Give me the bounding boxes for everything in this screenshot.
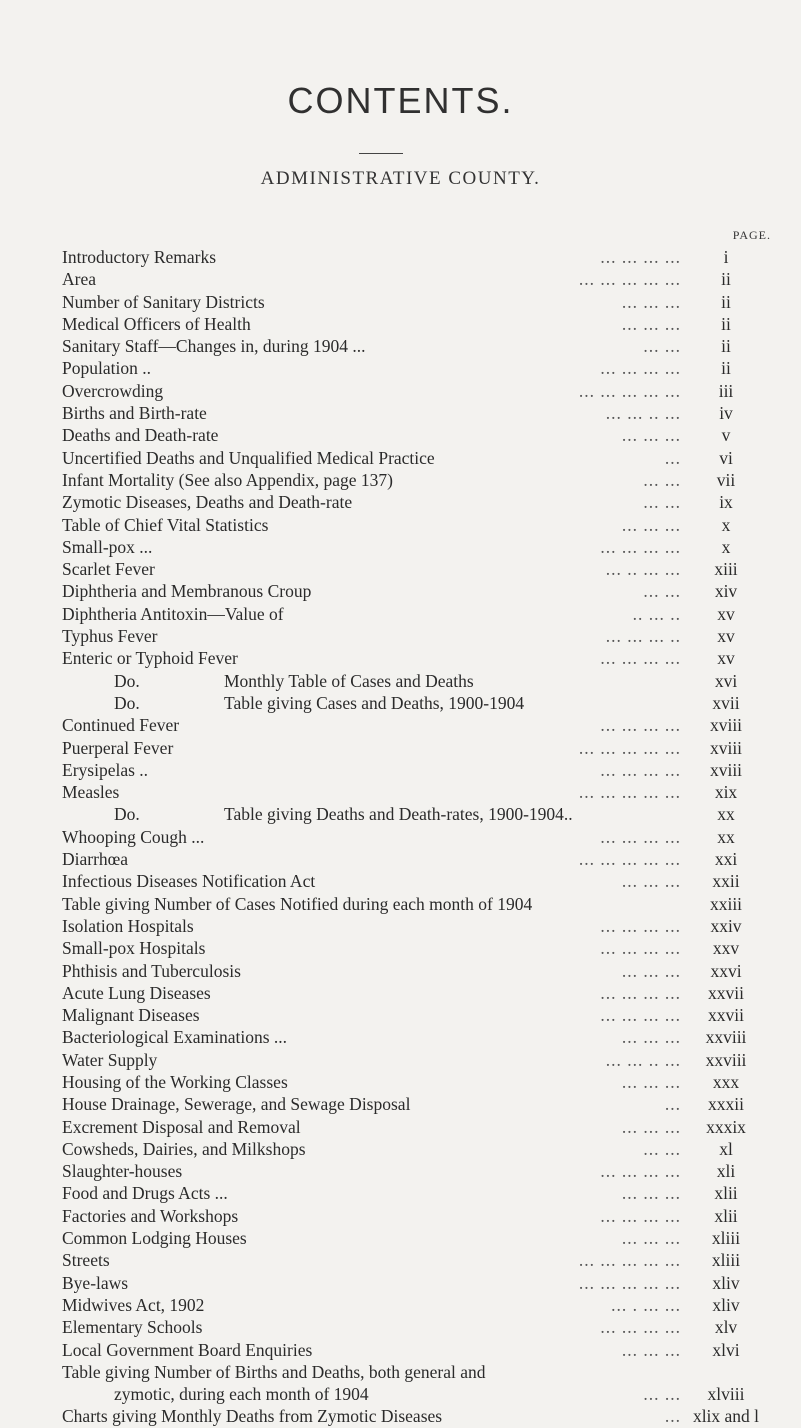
toc-entry-leader: ... ... ... ... ... bbox=[578, 269, 681, 290]
toc-entry-page: xx bbox=[717, 826, 735, 847]
toc-entry-page: ii bbox=[721, 336, 731, 357]
toc-entry-leader: ... ... ... ... bbox=[600, 1005, 681, 1026]
toc-entry[interactable] bbox=[62, 1049, 771, 1071]
toc-entry-label: Bacteriological Examinations ... bbox=[62, 1027, 288, 1048]
toc-entry[interactable] bbox=[62, 514, 771, 536]
toc-entry-leader: ... bbox=[664, 1094, 681, 1115]
toc-entry[interactable] bbox=[62, 1294, 771, 1316]
toc-entry-page: xliii bbox=[711, 1228, 741, 1249]
page-column-heading: PAGE. bbox=[732, 228, 771, 242]
toc-entry-page: xx bbox=[717, 804, 735, 825]
toc-entry-page: xxviii bbox=[705, 1049, 747, 1070]
toc-entry-leader: ... bbox=[664, 1406, 681, 1427]
toc-entry[interactable] bbox=[62, 1272, 771, 1294]
toc-entry-label: Scarlet Fever bbox=[62, 559, 155, 580]
toc-entry[interactable] bbox=[62, 870, 771, 892]
toc-entry[interactable] bbox=[62, 803, 771, 825]
toc-entry-leader: ... ... ... ... bbox=[600, 1205, 681, 1226]
toc-entry-label: Sanitary Staff—Changes in, during 1904 ... bbox=[62, 336, 366, 357]
toc-entry-leader: ... ... ... ... bbox=[600, 938, 681, 959]
toc-entry-leader: ... ... ... ... bbox=[600, 1161, 681, 1182]
toc-entry-label: Infant Mortality (See also Appendix, page 137) bbox=[62, 469, 393, 490]
toc-entry-label: Elementary Schools bbox=[62, 1317, 203, 1338]
toc-entry[interactable] bbox=[62, 491, 771, 513]
toc-entry-page: xv bbox=[717, 603, 735, 624]
toc-entry-label: Charts giving Monthly Deaths from Zymotic Diseases bbox=[62, 1406, 443, 1427]
toc-entry-leader: ... ... ... ... ... bbox=[578, 782, 681, 803]
toc-entry-leader: ... ... ... bbox=[621, 960, 681, 981]
toc-entry[interactable] bbox=[62, 380, 771, 402]
toc-entry-label: Housing of the Working Classes bbox=[62, 1071, 288, 1092]
toc-entry-page: xxviii bbox=[705, 1027, 747, 1048]
toc-entry-label: Local Government Board Enquiries bbox=[62, 1339, 313, 1360]
toc-entry-leader: ... ... ... ... ... bbox=[578, 1272, 681, 1293]
toc-entry-leader: ... ... ... bbox=[621, 871, 681, 892]
toc-entry-page: xlii bbox=[714, 1205, 738, 1226]
toc-entry-page: v bbox=[721, 425, 731, 446]
toc-entry-page: xliv bbox=[712, 1272, 740, 1293]
toc-entry-page: xvii bbox=[712, 692, 740, 713]
toc-entry-label: Factories and Workshops bbox=[62, 1205, 239, 1226]
toc-entry-label: Introductory Remarks bbox=[62, 247, 217, 267]
toc-entry[interactable] bbox=[62, 291, 771, 313]
toc-entry[interactable] bbox=[62, 603, 771, 625]
toc-entry-label: Enteric or Typhoid Fever bbox=[62, 648, 238, 669]
toc-entry-label: Number of Sanitary Districts bbox=[62, 291, 265, 312]
toc-entry-label: Births and Birth-rate bbox=[62, 403, 207, 424]
toc-entry[interactable] bbox=[62, 402, 771, 424]
toc-entry-label: Overcrowding bbox=[62, 380, 164, 401]
toc-entry-label: Small-pox ... bbox=[62, 536, 153, 557]
toc-entry-leader: ... ... bbox=[643, 336, 681, 357]
table-of-contents bbox=[62, 246, 771, 1428]
toc-entry[interactable] bbox=[62, 714, 771, 736]
toc-entry-page: vii bbox=[716, 469, 736, 490]
toc-entry-page: ii bbox=[721, 291, 731, 312]
toc-entry-leader: .. ... .. bbox=[632, 603, 681, 624]
toc-entry-page: xviii bbox=[709, 737, 743, 758]
toc-entry[interactable] bbox=[62, 580, 771, 602]
toc-entry[interactable] bbox=[62, 1249, 771, 1271]
toc-entry-leader: ... ... bbox=[643, 469, 681, 490]
toc-entry-page: xxxix bbox=[706, 1116, 746, 1137]
toc-entry-leader: ... ... bbox=[643, 1384, 681, 1405]
toc-entry-label: Diphtheria and Membranous Croup bbox=[62, 581, 312, 602]
toc-entry-leader: ... ... .. ... bbox=[605, 1049, 681, 1070]
toc-entry-leader: ... ... ... ... bbox=[600, 982, 681, 1003]
toc-entry-page: xiii bbox=[714, 559, 738, 580]
toc-entry-label: Acute Lung Diseases bbox=[62, 982, 211, 1003]
toc-entry[interactable] bbox=[62, 625, 771, 647]
toc-entry-leader: ... ... ... ... bbox=[600, 247, 681, 267]
toc-entry-leader: ... ... bbox=[643, 1138, 681, 1159]
toc-entry-leader: ... ... ... ... bbox=[600, 915, 681, 936]
toc-entry-label: Table of Chief Vital Statistics bbox=[62, 514, 269, 535]
toc-entry-leader: ... ... ... bbox=[621, 1228, 681, 1249]
toc-entry[interactable] bbox=[62, 692, 771, 714]
toc-entry-page: xlviii bbox=[707, 1384, 745, 1405]
toc-entry[interactable] bbox=[62, 960, 771, 982]
toc-entry[interactable] bbox=[62, 826, 771, 848]
toc-entry[interactable] bbox=[62, 558, 771, 580]
toc-entry-sublabel: Monthly Table of Cases and Deaths bbox=[224, 670, 474, 691]
toc-entry-page: xxvii bbox=[708, 1005, 744, 1026]
toc-entry[interactable] bbox=[62, 1026, 771, 1048]
toc-entry-label: Isolation Hospitals bbox=[62, 915, 194, 936]
toc-entry-page: xxiv bbox=[710, 915, 742, 936]
toc-entry[interactable] bbox=[62, 781, 771, 803]
toc-entry-page: xlv bbox=[714, 1317, 738, 1338]
toc-entry[interactable] bbox=[62, 1116, 771, 1138]
toc-entry-page: xxx bbox=[712, 1071, 740, 1092]
toc-entry[interactable] bbox=[62, 1138, 771, 1160]
toc-entry-page: xli bbox=[716, 1161, 736, 1182]
toc-entry-leader: ... ... ... bbox=[621, 1116, 681, 1137]
toc-entry[interactable] bbox=[62, 447, 771, 469]
toc-entry-page: xxv bbox=[712, 938, 740, 959]
toc-entry-leader: ... ... ... .. bbox=[605, 626, 681, 647]
toc-entry-page: xiv bbox=[714, 581, 738, 602]
toc-entry-leader: ... ... ... bbox=[621, 425, 681, 446]
toc-entry-label: Infectious Diseases Notification Act bbox=[62, 871, 316, 892]
toc-entry-label: Area bbox=[62, 269, 97, 290]
toc-entry[interactable] bbox=[62, 536, 771, 558]
toc-entry-leader: ... ... ... bbox=[621, 291, 681, 312]
toc-entry-leader: ... ... ... bbox=[621, 313, 681, 334]
toc-entry-page: vi bbox=[719, 447, 733, 468]
toc-entry-page: xxi bbox=[714, 849, 738, 870]
toc-entry-page: iii bbox=[718, 380, 734, 401]
toc-entry-label: Diarrhœa bbox=[62, 849, 129, 870]
toc-entry-leader: ... ... ... bbox=[621, 514, 681, 535]
toc-entry-page: xxvii bbox=[708, 982, 744, 1003]
toc-entry-leader: ... ... ... bbox=[621, 1071, 681, 1092]
section-subtitle: ADMINISTRATIVE COUNTY. bbox=[260, 168, 541, 189]
toc-entry[interactable] bbox=[62, 246, 771, 268]
toc-entry[interactable] bbox=[62, 313, 771, 335]
toc-entry-page: ix bbox=[719, 492, 733, 513]
toc-entry[interactable] bbox=[62, 1383, 771, 1405]
toc-entry-label: Excrement Disposal and Removal bbox=[62, 1116, 301, 1137]
toc-entry-label bbox=[114, 670, 474, 692]
toc-entry-page: i bbox=[723, 247, 729, 267]
toc-entry-page: ii bbox=[721, 269, 731, 290]
toc-entry-ditto: Do. bbox=[114, 804, 140, 825]
toc-entry-page: x bbox=[721, 514, 731, 535]
toc-entry-leader: ... ... ... ... ... bbox=[578, 849, 681, 870]
toc-entry-page: x bbox=[721, 536, 731, 557]
toc-entry-label: Whooping Cough ... bbox=[62, 826, 205, 847]
toc-entry-page: xvi bbox=[714, 670, 738, 691]
toc-entry-label: Small-pox Hospitals bbox=[62, 938, 206, 959]
toc-entry-page: iv bbox=[719, 403, 733, 424]
toc-entry[interactable] bbox=[62, 335, 771, 357]
toc-entry-ditto: Do. bbox=[114, 692, 140, 713]
toc-entry-page: xviii bbox=[709, 715, 743, 736]
toc-entry-leader: ... ... ... ... bbox=[600, 1317, 681, 1338]
toc-entry[interactable] bbox=[62, 1004, 771, 1026]
toc-entry-label: Common Lodging Houses bbox=[62, 1228, 247, 1249]
toc-entry-leader: ... ... ... ... bbox=[600, 358, 681, 379]
toc-entry[interactable] bbox=[62, 1071, 771, 1093]
toc-entry-leader: ... bbox=[664, 447, 681, 468]
toc-entry[interactable] bbox=[62, 848, 771, 870]
toc-entry-leader: ... ... ... ... ... bbox=[578, 380, 681, 401]
toc-entry-sublabel: Table giving Cases and Deaths, 1900-1904 bbox=[224, 692, 525, 713]
toc-entry-leader: ... ... ... bbox=[621, 1027, 681, 1048]
toc-entry-leader: ... . ... ... bbox=[611, 1294, 681, 1315]
toc-entry-label: Streets bbox=[62, 1250, 110, 1271]
toc-entry[interactable] bbox=[62, 893, 771, 915]
toc-entry-label: Erysipelas .. bbox=[62, 759, 149, 780]
toc-entry-leader: ... ... bbox=[643, 581, 681, 602]
toc-entry-label: Food and Drugs Acts ... bbox=[62, 1183, 228, 1204]
toc-entry[interactable] bbox=[62, 1160, 771, 1182]
toc-entry-page: xliii bbox=[711, 1250, 741, 1271]
toc-entry-leader: ... ... .. ... bbox=[605, 403, 681, 424]
toc-entry-label: Water Supply bbox=[62, 1049, 158, 1070]
toc-entry-leader: ... ... ... ... ... bbox=[578, 1250, 681, 1271]
toc-entry[interactable] bbox=[62, 268, 771, 290]
toc-entry-label: Diphtheria Antitoxin—Value of bbox=[62, 603, 284, 624]
toc-entry-label: Uncertified Deaths and Unqualified Medical Practice bbox=[62, 447, 435, 468]
title-rule bbox=[359, 153, 403, 154]
toc-entry[interactable] bbox=[62, 1339, 771, 1361]
toc-entry-label bbox=[114, 803, 573, 825]
toc-entry-label: Continued Fever bbox=[62, 715, 180, 736]
toc-entry[interactable] bbox=[62, 737, 771, 759]
toc-entry-page: xix bbox=[714, 782, 738, 803]
toc-entry[interactable] bbox=[62, 469, 771, 491]
toc-entry-label: Table giving Number of Cases Notified during each month of 1904 bbox=[62, 893, 533, 914]
toc-entry-page: ii bbox=[721, 358, 731, 379]
toc-entry-label: Midwives Act, 1902 bbox=[62, 1294, 205, 1315]
toc-entry-label: Medical Officers of Health bbox=[62, 313, 251, 334]
toc-entry-leader: ... ... bbox=[643, 492, 681, 513]
toc-entry-page: xxiii bbox=[709, 893, 743, 914]
toc-entry-ditto: Do. bbox=[114, 670, 140, 691]
toc-entry[interactable] bbox=[62, 1316, 771, 1338]
toc-entry-page: xxii bbox=[712, 871, 740, 892]
toc-entry-leader: ... ... ... ... bbox=[600, 759, 681, 780]
toc-entry-page: xlvi bbox=[712, 1339, 740, 1360]
toc-entry-leader: ... ... ... ... bbox=[600, 536, 681, 557]
toc-entry-label: Zymotic Diseases, Deaths and Death-rate bbox=[62, 492, 353, 513]
toc-entry[interactable] bbox=[62, 357, 771, 379]
page-title: CONTENTS. bbox=[287, 80, 514, 121]
toc-entry[interactable] bbox=[62, 915, 771, 937]
toc-entry-page: xxxii bbox=[708, 1094, 744, 1115]
toc-entry-page: xlii bbox=[714, 1183, 738, 1204]
toc-entry-label: Measles bbox=[62, 782, 120, 803]
toc-entry[interactable] bbox=[62, 1361, 771, 1383]
toc-entry-label: Population .. bbox=[62, 358, 151, 379]
toc-entry-label: Table giving Number of Births and Deaths, both general and bbox=[62, 1361, 486, 1382]
toc-entry[interactable] bbox=[62, 759, 771, 781]
toc-entry-label: Cowsheds, Dairies, and Milkshops bbox=[62, 1138, 306, 1159]
toc-entry-label: zymotic, during each month of 1904 bbox=[114, 1384, 369, 1405]
toc-entry-leader: ... ... ... ... ... bbox=[578, 737, 681, 758]
toc-entry-label: Malignant Diseases bbox=[62, 1005, 200, 1026]
toc-entry-page: xl bbox=[719, 1138, 733, 1159]
toc-entry-label: Puerperal Fever bbox=[62, 737, 174, 758]
toc-entry-leader: ... ... ... ... bbox=[600, 826, 681, 847]
toc-entry[interactable] bbox=[62, 937, 771, 959]
toc-entry-label: Deaths and Death-rate bbox=[62, 425, 219, 446]
toc-entry-label: House Drainage, Sewerage, and Sewage Disposal bbox=[62, 1094, 411, 1115]
toc-entry-page: ii bbox=[721, 313, 731, 334]
toc-entry-leader: ... ... ... ... bbox=[600, 715, 681, 736]
toc-entry-page: xv bbox=[717, 648, 735, 669]
toc-entry[interactable] bbox=[62, 1227, 771, 1249]
toc-entry-leader: ... ... ... bbox=[621, 1183, 681, 1204]
toc-entry[interactable] bbox=[62, 982, 771, 1004]
toc-entry[interactable] bbox=[62, 1205, 771, 1227]
toc-entry[interactable] bbox=[62, 1405, 771, 1427]
toc-entry-label: Typhus Fever bbox=[62, 626, 158, 647]
toc-entry-page: xviii bbox=[709, 759, 743, 780]
toc-entry-page: xv bbox=[717, 626, 735, 647]
toc-entry-leader: ... .. ... ... bbox=[605, 559, 681, 580]
toc-entry-label bbox=[114, 692, 524, 714]
toc-entry-leader: ... ... ... bbox=[621, 1339, 681, 1360]
toc-entry[interactable] bbox=[62, 424, 771, 446]
toc-entry-label: Bye-laws bbox=[62, 1272, 129, 1293]
toc-entry-label: Slaughter-houses bbox=[62, 1161, 183, 1182]
toc-entry[interactable] bbox=[62, 670, 771, 692]
toc-entry-leader: ... ... ... ... bbox=[600, 648, 681, 669]
toc-entry-sublabel: Table giving Deaths and Death-rates, 1900-1904.. bbox=[224, 804, 573, 825]
toc-entry-label: Phthisis and Tuberculosis bbox=[62, 960, 241, 981]
toc-entry-page: xxvi bbox=[710, 960, 742, 981]
toc-entry[interactable] bbox=[62, 1182, 771, 1204]
toc-entry[interactable] bbox=[62, 647, 771, 669]
toc-entry-page: xlix and l bbox=[692, 1406, 760, 1427]
toc-entry[interactable] bbox=[62, 1093, 771, 1115]
toc-entry-page: xliv bbox=[712, 1294, 740, 1315]
